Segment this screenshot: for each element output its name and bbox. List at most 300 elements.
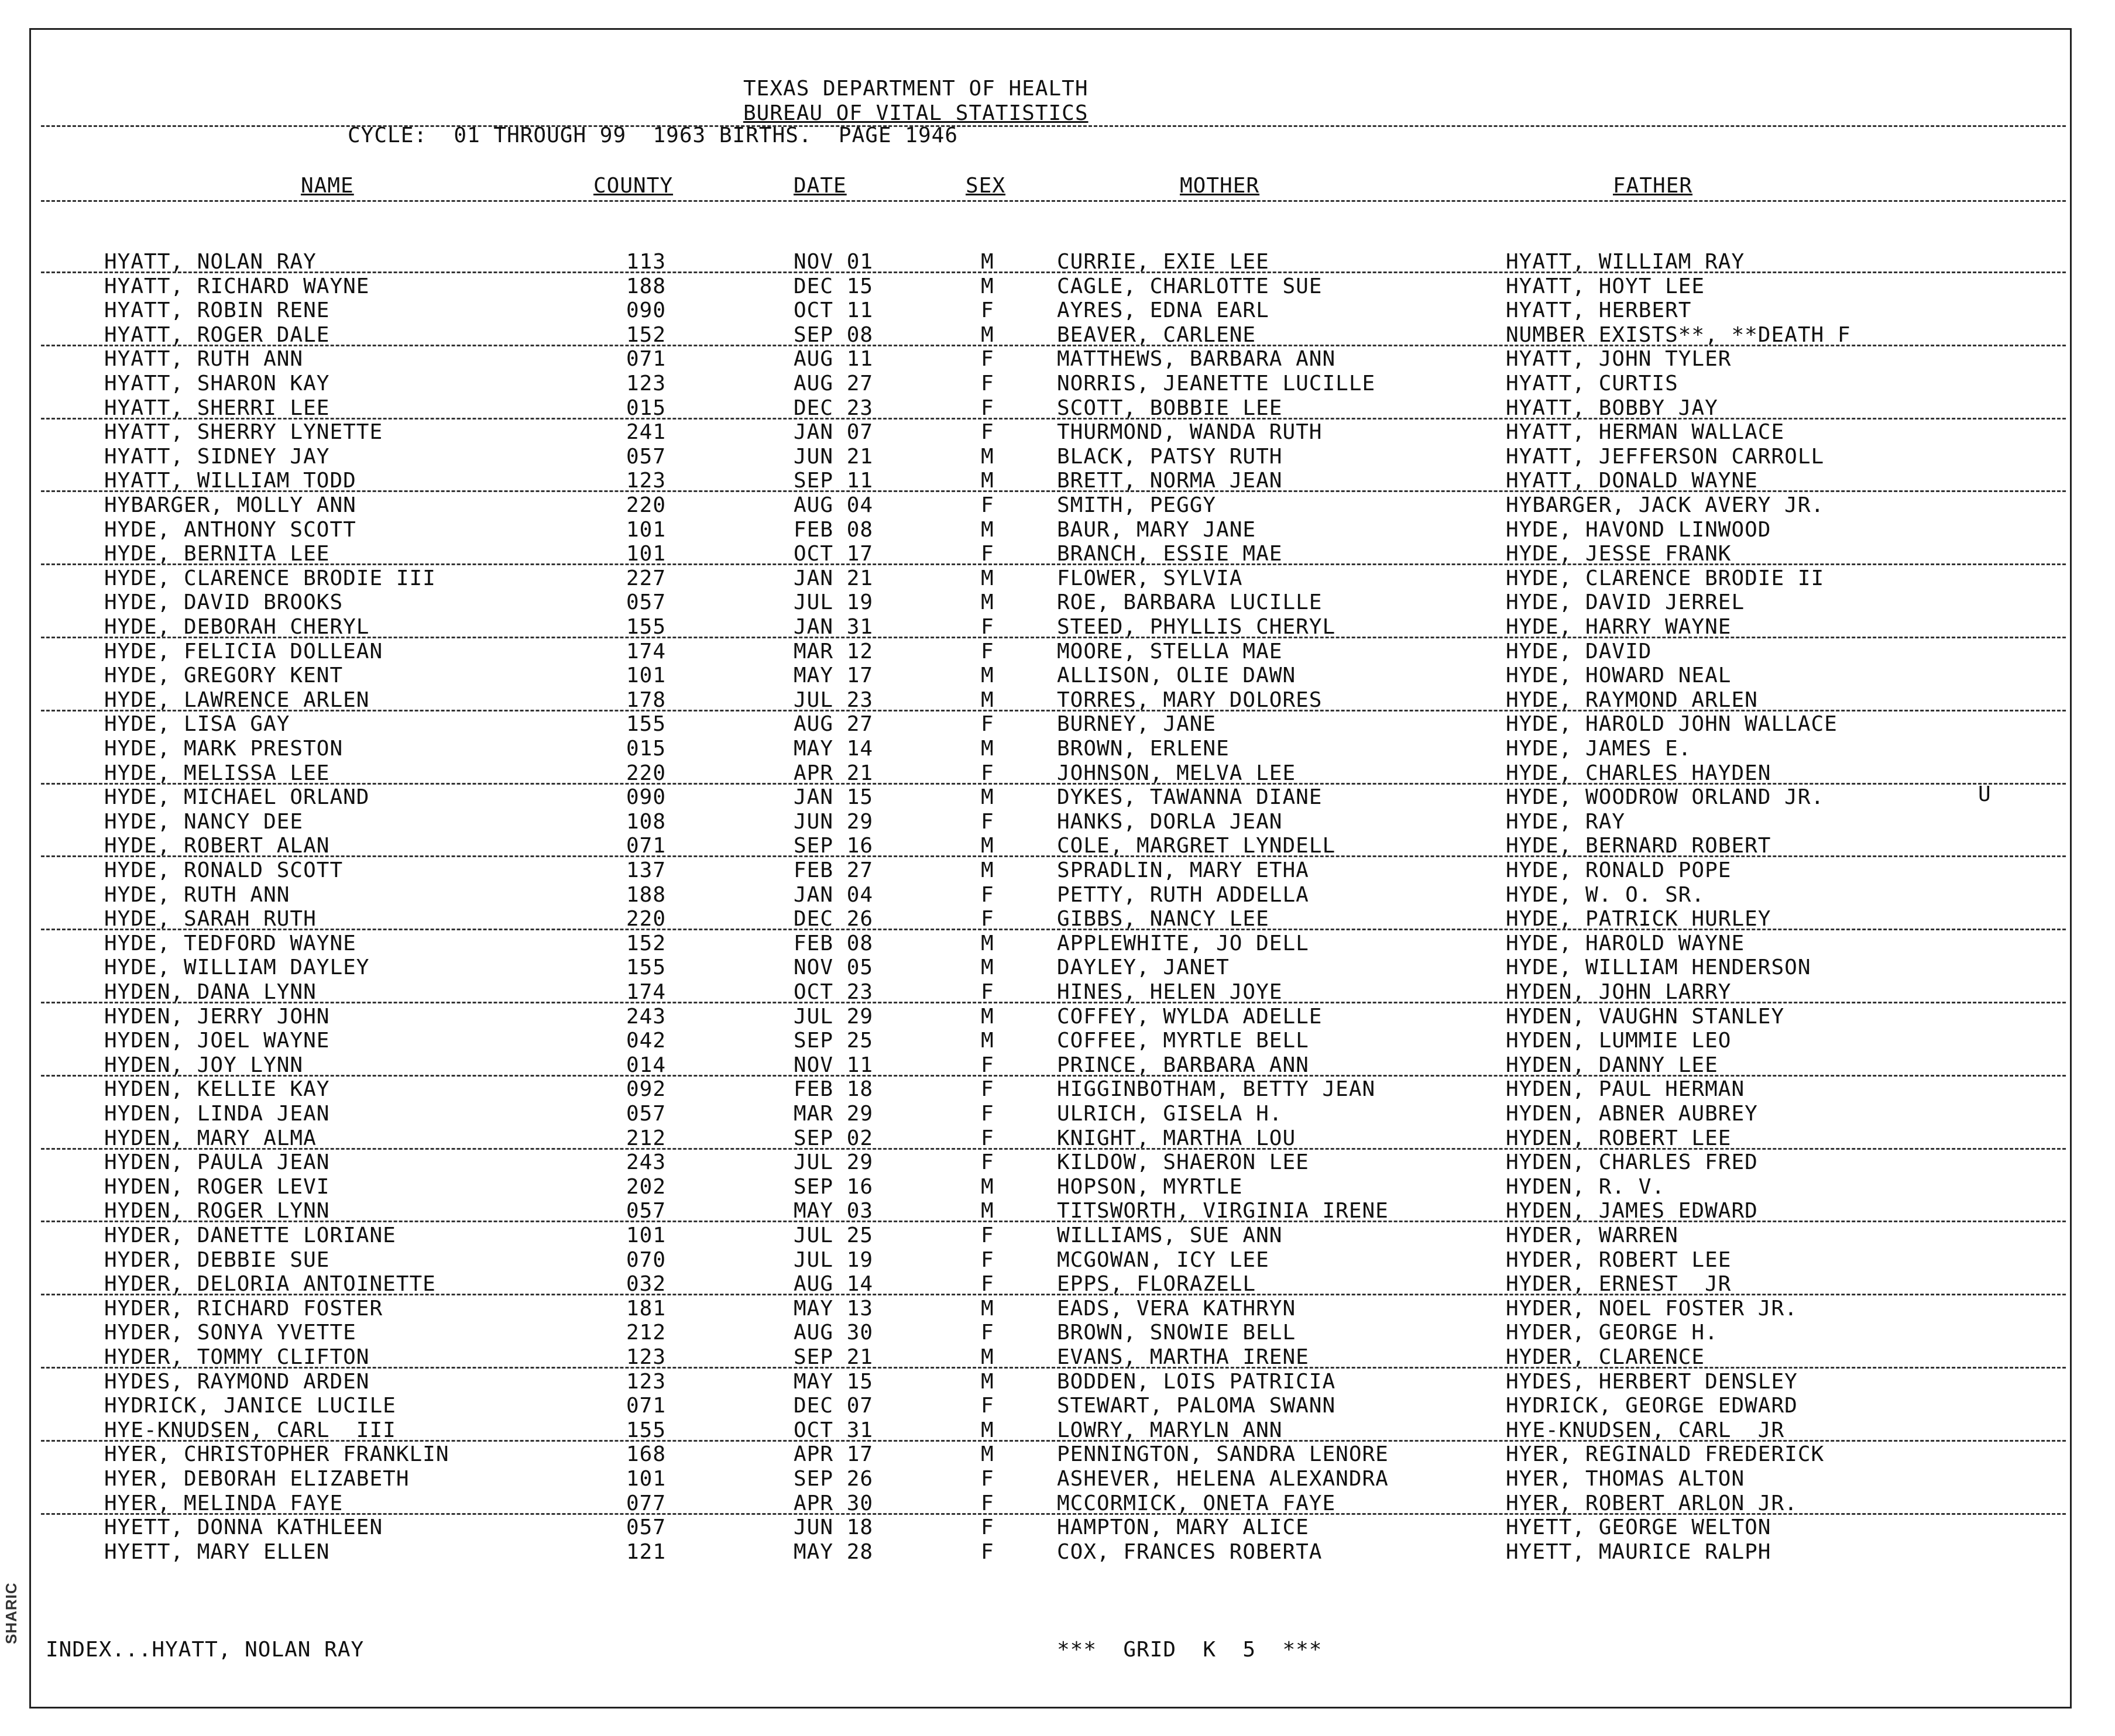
record-name: HYBARGER, MOLLY ANN [104,493,356,517]
record-date: SEP 25 [794,1029,874,1053]
record-father: HYDE, W. O. SR. [1506,882,1705,907]
record-county: 057 [626,590,667,615]
record-date: NOV 05 [794,955,874,980]
record-county: 188 [626,274,667,298]
record-date: AUG 11 [794,347,874,372]
record-father: HYDE, JESSE FRANK [1506,542,1732,566]
record-date: AUG 30 [794,1321,874,1345]
record-date: DEC 23 [794,396,874,420]
record-date: SEP 16 [794,834,874,858]
sharic-stamp: SHARIC [2,1582,20,1644]
record-father: HYDE, HAROLD WAYNE [1506,931,1745,955]
record-sex: M [981,590,994,615]
record-mother: AYRES, EDNA EARL [1057,298,1269,323]
record-father: HYDE, RAYMOND ARLEN [1506,687,1758,712]
row-divider [41,1148,2066,1150]
record-date: JUL 19 [794,1247,874,1272]
record-mother: GIBBS, NANCY LEE [1057,907,1269,931]
record-mother: ULRICH, GISELA H. [1057,1102,1283,1126]
record-father: HYDE, HARRY WAYNE [1506,615,1732,639]
record-father: HYATT, DONALD WAYNE [1506,469,1758,493]
record-date: MAY 28 [794,1539,874,1564]
record-mother: HINES, HELEN JOYE [1057,980,1283,1004]
record-sex: M [981,250,994,274]
record-sex: M [981,785,994,810]
record-sex: F [981,1247,994,1272]
column-header-date: DATE [794,174,847,198]
record-sex: M [981,517,994,542]
record-father: HYDEN, R. V. [1506,1174,1666,1199]
record-sex: F [981,980,994,1004]
header-department: TEXAS DEPARTMENT OF HEALTH [743,77,1089,101]
record-date: APR 21 [794,761,874,785]
header-cycle: CYCLE: 01 THROUGH 99 1963 BIRTHS. PAGE 1946 [348,123,958,147]
record-mother: BODDEN, LOIS PATRICIA [1057,1369,1336,1394]
record-mother: EVANS, MARTHA IRENE [1057,1345,1309,1369]
record-sex: M [981,687,994,712]
record-father: HYATT, HERBERT [1506,298,1692,323]
record-father: HYDE, WILLIAM HENDERSON [1506,955,1811,980]
record-county: 057 [626,444,667,469]
record-sex: F [981,1077,994,1102]
record-father: HYATT, JOHN TYLER [1506,347,1732,372]
record-father: HYDEN, ROBERT LEE [1506,1126,1732,1150]
record-date: MAY 03 [794,1199,874,1223]
record-mother: BROWN, SNOWIE BELL [1057,1321,1296,1345]
record-father: HYDE, RAY [1506,809,1626,834]
record-county: 014 [626,1053,667,1077]
record-father: HYDRICK, GEORGE EDWARD [1506,1394,1798,1418]
record-mother: DAYLEY, JANET [1057,955,1230,980]
record-sex: F [981,1102,994,1126]
record-name: HYDE, GREGORY KENT [104,664,344,688]
record-county: 155 [626,615,667,639]
record-mother: BRANCH, ESSIE MAE [1057,542,1283,566]
record-father: HYDEN, DANNY LEE [1506,1053,1718,1077]
record-sex: M [981,1199,994,1223]
record-county: 015 [626,396,667,420]
record-father: HYDE, PATRICK HURLEY [1506,907,1771,931]
record-sex: M [981,566,994,590]
row-divider [41,490,2066,492]
record-mother: DYKES, TAWANNA DIANE [1057,785,1323,810]
row-divider [41,1367,2066,1369]
margin-mark: U [1978,782,1991,806]
record-name: HYDEN, JOY LYNN [104,1053,304,1077]
row-divider [41,1513,2066,1515]
record-father: HYDEN, VAUGHN STANLEY [1506,1004,1785,1029]
record-county: 202 [626,1174,667,1199]
record-sex: F [981,712,994,737]
footer-grid: *** GRID K 5 *** [1057,1638,1323,1662]
record-mother: JOHNSON, MELVA LEE [1057,761,1296,785]
record-sex: F [981,372,994,396]
record-date: DEC 15 [794,274,874,298]
record-sex: F [981,347,994,372]
record-county: 071 [626,834,667,858]
record-date: AUG 04 [794,493,874,517]
record-county: 212 [626,1321,667,1345]
row-divider [41,418,2066,420]
record-county: 071 [626,1394,667,1418]
record-name: HYDER, DEBBIE SUE [104,1247,330,1272]
record-sex: F [981,1491,994,1515]
record-sex: M [981,1004,994,1029]
record-sex: F [981,1150,994,1175]
record-name: HYDE, ANTHONY SCOTT [104,517,356,542]
record-name: HYDE, CLARENCE BRODIE III [104,566,436,590]
record-county: 155 [626,955,667,980]
record-date: AUG 14 [794,1272,874,1297]
record-date: MAY 15 [794,1369,874,1394]
record-father: HYATT, HERMAN WALLACE [1506,420,1785,445]
row-divider [41,563,2066,565]
row-divider [41,1075,2066,1077]
record-mother: COLE, MARGRET LYNDELL [1057,834,1336,858]
record-county: 042 [626,1029,667,1053]
record-sex: M [981,469,994,493]
record-name: HYDES, RAYMOND ARDEN [104,1369,370,1394]
record-date: JAN 04 [794,882,874,907]
column-header-county: COUNTY [593,174,674,198]
record-county: 155 [626,712,667,737]
record-date: SEP 16 [794,1174,874,1199]
record-father: HYDE, CHARLES HAYDEN [1506,761,1771,785]
record-mother: COFFEE, MYRTLE BELL [1057,1029,1309,1053]
row-divider [41,1294,2066,1295]
record-date: JAN 15 [794,785,874,810]
record-mother: CURRIE, EXIE LEE [1057,250,1269,274]
row-divider [41,929,2066,930]
record-mother: ROE, BARBARA LUCILLE [1057,590,1323,615]
record-sex: M [981,664,994,688]
record-county: 015 [626,737,667,761]
record-mother: PETTY, RUTH ADDELLA [1057,882,1309,907]
record-county: 101 [626,664,667,688]
record-date: JUL 25 [794,1223,874,1247]
record-father: HYDER, GEORGE H. [1506,1321,1718,1345]
record-mother: SCOTT, BOBBIE LEE [1057,396,1283,420]
record-sex: F [981,882,994,907]
record-date: OCT 23 [794,980,874,1004]
record-mother: MOORE, STELLA MAE [1057,639,1283,664]
record-sex: F [981,1272,994,1297]
record-mother: STEED, PHYLLIS CHERYL [1057,615,1336,639]
record-father: HYATT, WILLIAM RAY [1506,250,1745,274]
record-sex: M [981,322,994,347]
record-mother: BRETT, NORMA JEAN [1057,469,1283,493]
record-county: 178 [626,687,667,712]
record-county: 243 [626,1150,667,1175]
record-date: AUG 27 [794,372,874,396]
record-county: 057 [626,1102,667,1126]
record-date: MAY 14 [794,737,874,761]
record-name: HYDRICK, JANICE LUCILE [104,1394,396,1418]
record-county: 220 [626,907,667,931]
record-mother: THURMOND, WANDA RUTH [1057,420,1323,445]
record-date: FEB 18 [794,1077,874,1102]
record-date: MAR 29 [794,1102,874,1126]
record-mother: MCGOWAN, ICY LEE [1057,1247,1269,1272]
record-mother: ALLISON, OLIE DAWN [1057,664,1296,688]
record-father: HYE-KNUDSEN, CARL JR [1506,1418,1785,1442]
record-name: HYDEN, MARY ALMA [104,1126,317,1150]
record-mother: MATTHEWS, BARBARA ANN [1057,347,1336,372]
record-date: FEB 27 [794,858,874,882]
record-county: 113 [626,250,667,274]
record-county: 057 [626,1199,667,1223]
record-name: HYATT, ROGER DALE [104,322,330,347]
row-divider [41,271,2066,273]
record-name: HYDE, ROBERT ALAN [104,834,330,858]
record-sex: F [981,761,994,785]
record-date: JAN 31 [794,615,874,639]
record-county: 241 [626,420,667,445]
record-date: JUN 29 [794,809,874,834]
record-father: HYDES, HERBERT DENSLEY [1506,1369,1798,1394]
record-name: HYATT, WILLIAM TODD [104,469,356,493]
record-date: SEP 26 [794,1467,874,1491]
record-name: HYATT, RICHARD WAYNE [104,274,370,298]
record-mother: HANKS, DORLA JEAN [1057,809,1283,834]
row-divider [41,1221,2066,1222]
record-county: 123 [626,1345,667,1369]
record-name: HYER, DEBORAH ELIZABETH [104,1467,410,1491]
row-divider [41,345,2066,346]
record-county: 174 [626,639,667,664]
record-sex: F [981,542,994,566]
record-date: OCT 17 [794,542,874,566]
record-father: HYETT, MAURICE RALPH [1506,1539,1771,1564]
record-name: HYDE, WILLIAM DAYLEY [104,955,370,980]
row-divider [41,637,2066,638]
record-father: HYETT, GEORGE WELTON [1506,1515,1771,1540]
record-county: 057 [626,1515,667,1540]
record-name: HYDE, LISA GAY [104,712,290,737]
record-sex: F [981,493,994,517]
record-county: 108 [626,809,667,834]
record-father: HYER, THOMAS ALTON [1506,1467,1745,1491]
record-county: 243 [626,1004,667,1029]
record-county: 152 [626,322,667,347]
record-name: HYDEN, JERRY JOHN [104,1004,330,1029]
row-divider [41,1002,2066,1003]
record-date: JAN 07 [794,420,874,445]
record-father: HYDE, CLARENCE BRODIE II [1506,566,1825,590]
record-mother: BLACK, PATSY RUTH [1057,444,1283,469]
record-father: HYDE, DAVID [1506,639,1652,664]
record-mother: BROWN, ERLENE [1057,737,1230,761]
record-sex: F [981,809,994,834]
record-father: HYATT, CURTIS [1506,372,1678,396]
record-mother: EPPS, FLORAZELL [1057,1272,1256,1297]
record-name: HYDE, RONALD SCOTT [104,858,344,882]
record-name: HYDER, DANETTE LORIANE [104,1223,396,1247]
record-date: JUL 23 [794,687,874,712]
record-sex: F [981,396,994,420]
record-father: HYER, ROBERT ARLON JR. [1506,1491,1798,1515]
record-county: 220 [626,493,667,517]
record-father: HYDEN, JOHN LARRY [1506,980,1732,1004]
record-mother: SPRADLIN, MARY ETHA [1057,858,1309,882]
record-date: APR 17 [794,1442,874,1467]
record-county: 090 [626,298,667,323]
record-county: 092 [626,1077,667,1102]
record-county: 174 [626,980,667,1004]
record-name: HYETT, MARY ELLEN [104,1539,330,1564]
record-county: 121 [626,1539,667,1564]
record-county: 181 [626,1296,667,1321]
record-name: HYDE, RUTH ANN [104,882,290,907]
record-date: FEB 08 [794,517,874,542]
record-father: HYDER, ERNEST JR [1506,1272,1732,1297]
record-mother: BEAVER, CARLENE [1057,322,1256,347]
record-name: HYATT, SHERRY LYNETTE [104,420,383,445]
record-county: 220 [626,761,667,785]
record-date: DEC 07 [794,1394,874,1418]
record-mother: TORRES, MARY DOLORES [1057,687,1323,712]
record-name: HYATT, SIDNEY JAY [104,444,330,469]
record-county: 101 [626,517,667,542]
record-county: 070 [626,1247,667,1272]
record-name: HYDEN, ROGER LYNN [104,1199,330,1223]
record-county: 137 [626,858,667,882]
record-mother: PRINCE, BARBARA ANN [1057,1053,1309,1077]
record-sex: M [981,931,994,955]
record-sex: M [981,737,994,761]
record-sex: M [981,1369,994,1394]
record-name: HYE-KNUDSEN, CARL III [104,1418,396,1442]
column-header-mother: MOTHER [1180,174,1260,198]
record-sex: M [981,1174,994,1199]
record-date: SEP 21 [794,1345,874,1369]
record-mother: EADS, VERA KATHRYN [1057,1296,1296,1321]
column-header-name: NAME [301,174,354,198]
record-father: HYDEN, JAMES EDWARD [1506,1199,1758,1223]
record-name: HYER, MELINDA FAYE [104,1491,344,1515]
record-mother: COX, FRANCES ROBERTA [1057,1539,1323,1564]
record-sex: F [981,1515,994,1540]
record-sex: F [981,639,994,664]
record-sex: M [981,1296,994,1321]
row-divider [41,710,2066,711]
record-county: 090 [626,785,667,810]
record-father: HYDE, JAMES E. [1506,737,1692,761]
record-sex: M [981,955,994,980]
record-name: HYDE, LAWRENCE ARLEN [104,687,370,712]
record-sex: F [981,1223,994,1247]
record-sex: M [981,858,994,882]
record-county: 101 [626,542,667,566]
record-name: HYDE, SARAH RUTH [104,907,317,931]
record-mother: HIGGINBOTHAM, BETTY JEAN [1057,1077,1376,1102]
record-mother: CAGLE, CHARLOTTE SUE [1057,274,1323,298]
record-father: HYER, REGINALD FREDERICK [1506,1442,1825,1467]
record-date: JUN 21 [794,444,874,469]
record-name: HYETT, DONNA KATHLEEN [104,1515,383,1540]
record-sex: M [981,444,994,469]
record-date: JUL 29 [794,1004,874,1029]
record-sex: F [981,1467,994,1491]
record-mother: HOPSON, MYRTLE [1057,1174,1243,1199]
record-name: HYDEN, ROGER LEVI [104,1174,330,1199]
record-mother: WILLIAMS, SUE ANN [1057,1223,1283,1247]
record-mother: HAMPTON, MARY ALICE [1057,1515,1309,1540]
column-header-father: FATHER [1613,174,1693,198]
record-father: HYDEN, PAUL HERMAN [1506,1077,1745,1102]
record-name: HYDEN, JOEL WAYNE [104,1029,330,1053]
record-father: HYBARGER, JACK AVERY JR. [1506,493,1825,517]
record-name: HYDE, MARK PRESTON [104,737,344,761]
record-name: HYER, CHRISTOPHER FRANKLIN [104,1442,449,1467]
record-mother: COFFEY, WYLDA ADELLE [1057,1004,1323,1029]
record-county: 123 [626,1369,667,1394]
record-sex: M [981,834,994,858]
record-date: JAN 21 [794,566,874,590]
record-date: SEP 11 [794,469,874,493]
record-father: HYDEN, CHARLES FRED [1506,1150,1758,1175]
record-sex: M [981,1442,994,1467]
record-county: 077 [626,1491,667,1515]
record-sex: M [981,1418,994,1442]
record-mother: BURNEY, JANE [1057,712,1217,737]
record-name: HYDER, RICHARD FOSTER [104,1296,383,1321]
record-mother: FLOWER, SYLVIA [1057,566,1243,590]
record-name: HYDEN, PAULA JEAN [104,1150,330,1175]
record-name: HYDEN, LINDA JEAN [104,1102,330,1126]
record-name: HYDEN, KELLIE KAY [104,1077,330,1102]
record-name: HYDE, TEDFORD WAYNE [104,931,356,955]
record-date: JUN 18 [794,1515,874,1540]
record-name: HYDE, DEBORAH CHERYL [104,615,370,639]
record-name: HYDER, TOMMY CLIFTON [104,1345,370,1369]
header-bureau: BUREAU OF VITAL STATISTICS [743,101,1089,125]
record-county: 152 [626,931,667,955]
record-sex: F [981,298,994,323]
record-sex: F [981,1321,994,1345]
record-name: HYDEN, DANA LYNN [104,980,317,1004]
record-county: 155 [626,1418,667,1442]
record-mother: TITSWORTH, VIRGINIA IRENE [1057,1199,1389,1223]
record-sex: F [981,1126,994,1150]
record-county: 168 [626,1442,667,1467]
record-date: JUL 29 [794,1150,874,1175]
record-mother: NORRIS, JEANETTE LUCILLE [1057,372,1376,396]
record-father: HYDE, HOWARD NEAL [1506,664,1732,688]
record-sex: F [981,615,994,639]
record-father: NUMBER EXISTS**, **DEATH F [1506,322,1851,347]
record-name: HYATT, SHERRI LEE [104,396,330,420]
record-father: HYDE, DAVID JERREL [1506,590,1745,615]
record-name: HYATT, ROBIN RENE [104,298,330,323]
record-county: 101 [626,1467,667,1491]
record-county: 212 [626,1126,667,1150]
record-sex: M [981,1029,994,1053]
record-date: NOV 01 [794,250,874,274]
record-mother: APPLEWHITE, JO DELL [1057,931,1309,955]
record-name: HYATT, SHARON KAY [104,372,330,396]
record-name: HYDE, BERNITA LEE [104,542,330,566]
record-date: OCT 11 [794,298,874,323]
record-date: SEP 02 [794,1126,874,1150]
record-father: HYDER, CLARENCE [1506,1345,1705,1369]
record-name: HYDE, FELICIA DOLLEAN [104,639,383,664]
column-header-sex: SEX [966,174,1006,198]
record-father: HYDE, HAROLD JOHN WALLACE [1506,712,1838,737]
record-county: 071 [626,347,667,372]
record-father: HYDER, WARREN [1506,1223,1678,1247]
record-mother: BAUR, MARY JANE [1057,517,1256,542]
